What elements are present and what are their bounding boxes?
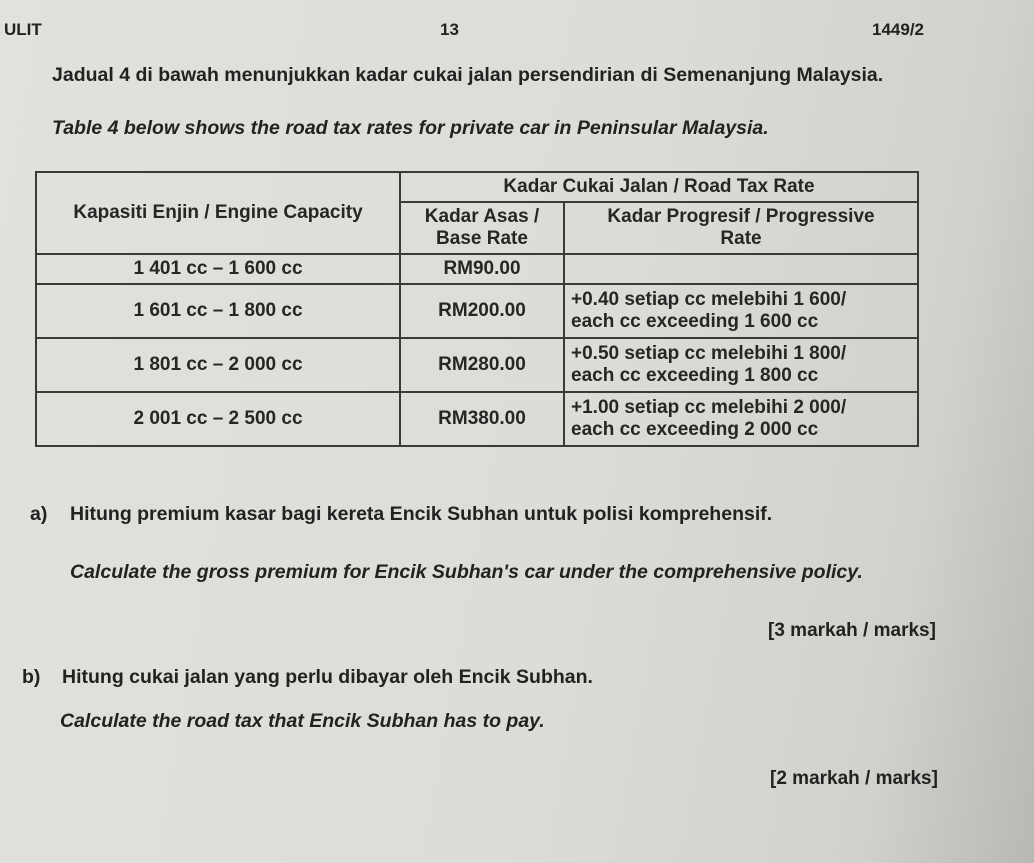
base-rate-cell: RM200.00 [400,284,564,338]
progressive-rate-cell [564,284,918,338]
header-classification: ULIT [4,20,42,39]
progressive-malay: +1.00 setiap cc melebihi 2 000/ [571,397,847,418]
header-base-rate [400,202,564,254]
question-b-marks: [2 markah / marks] [770,768,938,789]
table-row [36,254,918,284]
question-b-label: b) [22,666,41,688]
table-header-row [36,172,918,202]
capacity-cell: 1 801 cc – 2 000 cc [36,338,400,392]
capacity-cell: 1 601 cc – 1 800 cc [36,284,400,338]
road-tax-table [35,171,919,447]
intro-malay: Jadual 4 di bawah menunjukkan kadar cukai jalan persendirian di Semenanjung Malaysia. [52,64,884,86]
header-base-rate-line1: Kadar Asas / [424,206,540,227]
intro-english: Table 4 below shows the road tax rates for private car in Peninsular Malaysia. [52,117,769,139]
progressive-english: each cc exceeding 1 600 cc [571,311,819,332]
header-road-tax-rate: Kadar Cukai Jalan / Road Tax Rate [400,172,918,202]
question-a-malay [30,503,772,526]
question-a-label: a) [30,503,48,525]
table-row [36,392,918,446]
question-b-english: Calculate the road tax that Encik Subhan has to pay. [60,710,545,732]
progressive-english: each cc exceeding 2 000 cc [571,419,819,440]
header-engine-capacity: Kapasiti Enjin / Engine Capacity [36,172,400,254]
question-b-malay [22,666,593,689]
header-progressive-line2: Rate [720,228,762,249]
progressive-rate-cell [564,254,918,284]
paper-code: 1449/2 [872,20,924,39]
table-row [36,284,918,338]
base-rate-cell: RM90.00 [400,254,564,284]
base-rate-cell: RM280.00 [400,338,564,392]
progressive-rate-cell [564,338,918,392]
header-progressive-line1: Kadar Progresif / Progressive [607,206,875,227]
table-row [36,338,918,392]
header-base-rate-line2: Base Rate [436,228,528,249]
question-b-malay-text: Hitung cukai jalan yang perlu dibayar oleh Encik Subhan. [62,666,593,688]
progressive-malay: +0.40 setiap cc melebihi 1 600/ [571,289,847,310]
header-progressive-rate [564,202,918,254]
page-number: 13 [440,20,459,39]
question-a-malay-text: Hitung premium kasar bagi kereta Encik Subhan untuk polisi komprehensif. [70,503,773,525]
base-rate-cell: RM380.00 [400,392,564,446]
question-a-marks: [3 markah / marks] [768,620,936,641]
capacity-cell: 2 001 cc – 2 500 cc [36,392,400,446]
progressive-malay: +0.50 setiap cc melebihi 1 800/ [571,343,847,364]
progressive-english: each cc exceeding 1 800 cc [571,365,819,386]
capacity-cell: 1 401 cc – 1 600 cc [36,254,400,284]
progressive-rate-cell [564,392,918,446]
question-a-english: Calculate the gross premium for Encik Subhan's car under the comprehensive policy. [70,561,863,583]
